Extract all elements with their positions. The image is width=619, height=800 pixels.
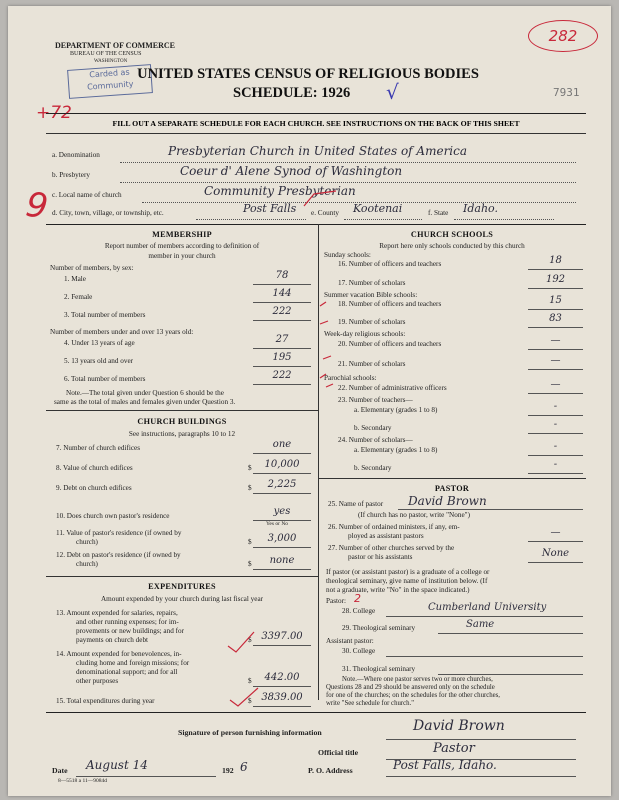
- pastor-note-3: for one of the churches; on the schedules for the other churches,: [326, 692, 501, 699]
- q18-value: 15: [549, 295, 562, 306]
- q4-value: 27: [275, 334, 289, 345]
- q13-dollar: $: [248, 636, 252, 644]
- q12-label-2: church): [76, 560, 98, 568]
- q25-subnote: (If church has no pastor, write "None"): [358, 511, 470, 519]
- q5-value: 195: [272, 352, 292, 363]
- q23a-label: a. Elementary (grades 1 to 8): [354, 406, 438, 414]
- county-label: e. County: [311, 209, 339, 217]
- q13-line-1: 13. Amount expended for salaries, repairs,: [56, 609, 178, 617]
- denomination-value: Presbyterian Church in United States of America: [168, 144, 468, 158]
- q26-line-1: 26. Number of ordained ministers, if any, em-: [328, 523, 460, 531]
- q5-label: 5. 13 years old and over: [64, 357, 134, 365]
- q14-line-1: 14. Amount expended for benevolences, in-: [56, 650, 182, 658]
- state-value: Idaho.: [463, 202, 498, 215]
- membership-heading: MEMBERSHIP: [152, 230, 212, 239]
- q24-label: 24. Number of scholars—: [338, 436, 413, 444]
- stamp-line-1: Carded as: [89, 67, 130, 80]
- grad-note-2: theological seminary, give name of institution below. (If: [326, 577, 488, 585]
- q14-line-3: denominational support; and for all: [76, 668, 178, 676]
- q1-label: 1. Male: [64, 275, 86, 283]
- q9-label: 9. Debt on church edifices: [56, 484, 132, 492]
- form-number: 8—5518 a 11—9084d: [58, 778, 107, 784]
- q27-value: None: [541, 548, 570, 559]
- q10-value: yes: [273, 506, 291, 517]
- q2-label: 2. Female: [64, 293, 93, 301]
- q19-label: 19. Number of scholars: [338, 318, 406, 326]
- q10-label: 10. Does church own pastor's residence: [56, 512, 170, 520]
- age-intro-label: Number of members under and over 13 years old:: [50, 328, 194, 336]
- q7-label: 7. Number of church edifices: [56, 444, 141, 452]
- q27-line-1: 27. Number of other churches served by the: [328, 544, 455, 552]
- q12-dollar: $: [248, 560, 252, 568]
- by-sex-label: Number of members, by sex:: [50, 264, 134, 272]
- q9-dollar: $: [248, 484, 252, 492]
- q16-label: 16. Number of officers and teachers: [338, 260, 442, 268]
- q15-value: 3839.00: [261, 692, 303, 703]
- q3-value: 222: [272, 306, 292, 317]
- title-checkmark: √: [386, 80, 399, 104]
- membership-red-ticks: [320, 302, 333, 387]
- sunday-label: Sunday schools:: [324, 251, 371, 259]
- bureau-label: BUREAU OF THE CENSUS: [70, 51, 142, 57]
- parochial-label: Parochial schools:: [324, 374, 377, 382]
- q12-label-1: 12. Debt on pastor's residence (if owned by: [56, 551, 181, 559]
- weekday-label: Week-day religious schools:: [324, 330, 406, 338]
- q29-label: 29. Theological seminary: [342, 624, 416, 632]
- q24b-label: b. Secondary: [354, 464, 392, 472]
- q6-value: 222: [272, 370, 292, 381]
- state-label: f. State: [428, 209, 449, 217]
- red-note: +72: [36, 103, 72, 123]
- q20-label: 20. Number of officers and teachers: [338, 340, 442, 348]
- pastor-red-mark: 2: [354, 592, 361, 605]
- q28-label: 28. College: [342, 607, 376, 615]
- q11-label-2: church): [76, 538, 98, 546]
- local-name-red-mark: [304, 191, 336, 206]
- pastor-note-4: write "See schedule for church.": [326, 700, 415, 707]
- q1-value: 78: [275, 270, 289, 281]
- q15-dollar: $: [248, 697, 252, 705]
- q6-label: 6. Total number of members: [64, 375, 146, 383]
- schools-heading: CHURCH SCHOOLS: [410, 230, 494, 239]
- q30-label: 30. College: [342, 647, 376, 655]
- schools-intro: Report here only schools conducted by this church: [379, 242, 525, 250]
- denomination-label: a. Denomination: [52, 151, 100, 159]
- po-address-value: Post Falls, Idaho.: [393, 758, 497, 772]
- pastor-note-1: Note.—Where one pastor serves two or more churches,: [342, 676, 493, 683]
- county-value: Kootenai: [353, 202, 403, 215]
- circled-number: 282: [528, 20, 598, 52]
- membership-intro-1: Report number of members according to definition of: [104, 242, 260, 250]
- buildings-heading: CHURCH BUILDINGS: [137, 417, 227, 426]
- q8-label: 8. Value of church edifices: [56, 464, 133, 472]
- total-red-check: [230, 688, 258, 706]
- presbytery-value: Coeur d' Alene Synod of Washington: [180, 164, 403, 178]
- q21-value: —: [550, 355, 561, 366]
- assistant-subheading: Assistant pastor:: [326, 637, 374, 645]
- city-value: Post Falls: [243, 202, 297, 215]
- date-label: Date: [52, 766, 68, 775]
- q16-value: 18: [549, 255, 562, 266]
- q9-value: 2,225: [267, 479, 297, 490]
- q25-label: 25. Name of pastor: [328, 500, 384, 508]
- summer-label: Summer vacation Bible schools:: [324, 291, 418, 299]
- expenditures-heading: EXPENDITURES: [148, 582, 216, 591]
- membership-note-2: same as the total of males and females given under Question 3.: [54, 398, 236, 406]
- q23b-label: b. Secondary: [354, 424, 392, 432]
- q24a-label: a. Elementary (grades 1 to 8): [354, 446, 438, 454]
- year-prefix: 192: [222, 766, 234, 775]
- grad-note-3: not a graduate, write "No" in the space indicated.): [326, 586, 470, 594]
- q8-dollar: $: [248, 464, 252, 472]
- q20-value: —: [550, 335, 561, 346]
- q31-label: 31. Theological seminary: [342, 665, 416, 673]
- q3-label: 3. Total number of members: [64, 311, 146, 319]
- q22-value: —: [550, 379, 561, 390]
- signature-value: David Brown: [413, 718, 505, 734]
- membership-intro-2: member in your church: [148, 252, 216, 260]
- q12-value: none: [269, 555, 295, 566]
- q24a-value: -: [553, 441, 558, 452]
- q13-line-4: payments on church debt: [76, 636, 149, 644]
- census-schedule-sheet: [8, 6, 611, 796]
- red-check-marks: [8, 6, 611, 796]
- q13-value: 3397.00: [261, 631, 303, 642]
- q23-label: 23. Number of teachers—: [338, 396, 413, 404]
- q11-value: 3,000: [267, 533, 297, 544]
- q14-line-4: other purposes: [76, 677, 119, 685]
- margin-red-mark: 9: [23, 184, 51, 228]
- yes-no-hint: Yes or No: [266, 521, 289, 527]
- q29-value: Same: [466, 619, 495, 630]
- q21-label: 21. Number of scholars: [338, 360, 406, 368]
- q23a-value: -: [553, 401, 558, 412]
- official-title-label: Official title: [318, 748, 359, 757]
- membership-note-1: Note.—The total given under Question 6 should be the: [66, 389, 224, 397]
- local-name-value: Community Presbyterian: [204, 184, 356, 198]
- q17-label: 17. Number of scholars: [338, 279, 406, 287]
- pastor-subheading: Pastor:: [326, 597, 346, 605]
- q11-dollar: $: [248, 538, 252, 546]
- official-title-value: Pastor: [433, 741, 475, 756]
- q23b-value: -: [553, 419, 558, 430]
- q14-dollar: $: [248, 677, 252, 685]
- q2-value: 144: [272, 288, 292, 299]
- buildings-intro: See instructions, paragraphs 10 to 12: [128, 430, 236, 438]
- q15-label: 15. Total expenditures during year: [56, 697, 155, 705]
- city-label: WASHINGTON: [94, 59, 128, 64]
- expenditures-intro: Amount expended by your church during last fiscal year: [100, 595, 264, 603]
- schedule-title: SCHEDULE: 1926: [233, 85, 351, 101]
- date-value: August 14: [86, 758, 148, 772]
- pastor-note-2: Questions 28 and 29 should be answered only on the schedule: [326, 684, 495, 691]
- grad-note-1: If pastor (or assistant pastor) is a graduate of a college or: [326, 568, 490, 576]
- pastor-heading: PASTOR: [434, 484, 470, 493]
- q25-value: David Brown: [408, 494, 487, 508]
- department-label: DEPARTMENT OF COMMERCE: [55, 41, 176, 50]
- q4-label: 4. Under 13 years of age: [64, 339, 135, 347]
- presbytery-label: b. Presbytery: [52, 171, 90, 179]
- year-digit: 6: [240, 760, 248, 774]
- q19-value: 83: [549, 313, 562, 324]
- q13-line-3: provements or new buildings; and for: [76, 627, 184, 635]
- q11-label-1: 11. Value of pastor's residence (if owned by: [56, 529, 182, 537]
- expenditure-red-check: [228, 632, 254, 652]
- q7-value: one: [272, 439, 292, 450]
- q17-value: 192: [545, 274, 566, 285]
- q22-label: 22. Number of administrative officers: [338, 384, 447, 392]
- schedule-number-stamp: 7931: [553, 86, 580, 99]
- q28-value: Cumberland University: [428, 602, 547, 613]
- q13-line-2: and other running expenses; for im-: [76, 618, 179, 626]
- city-label: d. City, town, village, or township, etc.: [52, 209, 164, 217]
- q26-value: —: [550, 527, 561, 538]
- form-title: UNITED STATES CENSUS OF RELIGIOUS BODIES: [137, 66, 479, 82]
- q27-line-2: pastor or his assistants: [348, 553, 413, 561]
- po-address-label: P. O. Address: [308, 766, 353, 775]
- local-name-label: c. Local name of church: [52, 191, 122, 199]
- q18-label: 18. Number of officers and teachers: [338, 300, 442, 308]
- instruction-line: FILL OUT A SEPARATE SCHEDULE FOR EACH CHURCH. SEE INSTRUCTIONS ON THE BACK OF THIS SHEET: [112, 119, 520, 128]
- q24b-value: -: [553, 459, 558, 470]
- signature-label: Signature of person furnishing information: [178, 728, 322, 737]
- q26-line-2: ployed as assistant pastors: [348, 532, 424, 540]
- q14-line-2: cluding home and foreign missions; for: [76, 659, 190, 667]
- q8-value: 10,000: [264, 459, 300, 470]
- stamp-line-2: Community: [86, 79, 134, 92]
- q14-value: 442.00: [264, 672, 300, 683]
